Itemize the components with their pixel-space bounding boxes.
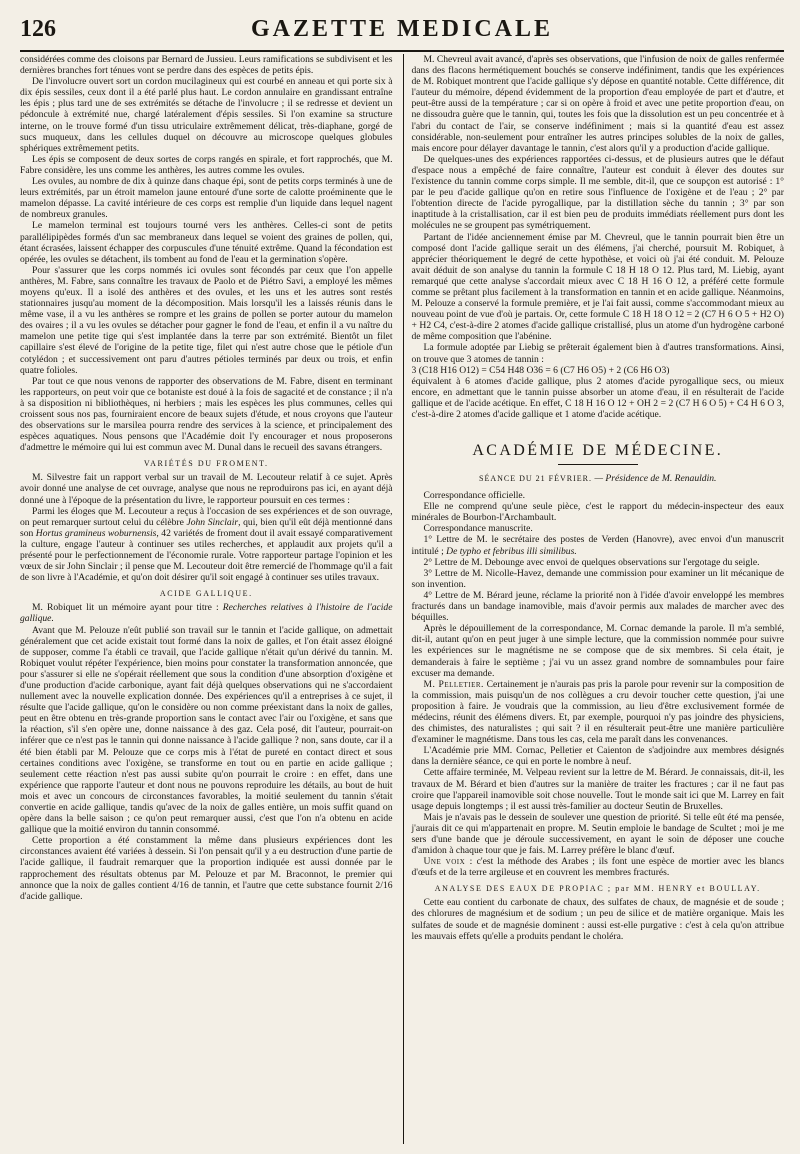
subheading: Correspondance officielle. <box>423 490 526 502</box>
page-header <box>20 10 784 50</box>
paragraph: Le mamelon terminal est toujours tourné vers les anthères. Celles-ci sont de petits parallélipipèdes formés d'un sac membraneux dans lequel se voient des graines de pollen, qui, étant écrasées, laissent échapper des corpuscules d'une ténuité extrême. Quand la fécondation est opérée, les ovules se détachent, ils tombent au fond de l'eau et la germination s'opère. <box>20 220 393 265</box>
paragraph <box>20 602 393 624</box>
paragraph: De l'involucre ouvert sort un cordon mucilagineux qui est courbé en anneau et qui porte six à dix épis sessiles, ceux dont il a été parlé plus haut. Le cordon annulaire en grandissant entraîne les épis ; plus tard une de ses extrémités se détache de l'involucre ; il se redresse et devient un pédoncule à extrémité nue, chargé latéralement d'épis sessiles. Si l'on examine sa structure interne, on le trouve formé d'un tissu utriculaire extrêmement délicat, très-diaphane, gorgé de sucs muqueux, dans les cellules duquel on découvre au microscope quelques globules sphériques extrêmement petits. <box>20 76 393 154</box>
text-run: c'est la méthode des Arabes ; ils font une espèce de mortier avec les blancs d'œufs et de la terre argileuse et en couvrent les membres fracturés. <box>411 856 784 879</box>
paragraph: considérées comme des cloisons par Bernard de Jussieu. Leurs ramifications se subdivisent et les dernières branches fort ténues vont se perdre dans des espèces de petits épis. <box>20 54 393 77</box>
paragraph: Cette affaire terminée, M. Velpeau revient sur la lettre de M. Bérard. Je connaissais, dit-il, les travaux de M. Bérard et bien d'autres sur la manière de traiter les fractures ; car il ne faut pas croire que l'appareil inamovible soit chose nouvelle. Tout le monde sait ici que M. Larrey en fait usage depuis longtemps ; il est aussi très-familier au docteur Seutin de Bruxelles. <box>411 767 784 812</box>
paragraph <box>20 506 393 584</box>
paragraph: équivalent à 6 atomes d'acide gallique, plus 2 atomes d'acide pyrogallique secs, ou mieux encore, en admettant que le tannin puisse absorber un atome d'eau, il en résulterait de l'acide gallique et de l'acide acétique. En effet, C 18 H 16 O 12 + OH 2 = 2 (C7 H 6 O 5) + C4 H 6 O 3, c'est-à-dire 2 atomes d'acide gallique et 1 atome d'acide acétique. <box>411 375 784 420</box>
header-rule <box>20 50 784 52</box>
two-column-body <box>20 54 784 1144</box>
text-run: Parmi les éloges que M. Lecouteur a reçus à l'occasion de ses expériences et de son ouvrage, on peut remarquer surtout celui du célèbre <box>20 505 393 528</box>
paragraph: Les épis se composent de deux sortes de corps rangés en spirale, et fort rapprochés, que M. Fabre considère, les uns comme les anthères, les autres comme les ovules. <box>20 153 393 176</box>
chemical-equation: 3 (C18 H16 O12) = C54 H48 O36 = 6 (C7 H6 O5) + 2 (C6 H6 O3) <box>411 364 670 376</box>
seance-presidence: — Présidence de M. Renauldin. <box>594 473 717 485</box>
paragraph: Pour s'assurer que les corps nommés ici ovules sont fécondés par ceux que l'on appelle anthères, M. Fabre, sans connaître les travaux de Paolo et de Piétro Savi, a employé les mêmes moyens qu'eux. Il a isolé des anthères et des ovules, et les uns et les autres sont restés stationnaires jusqu'au moment de la décomposition. Mais lorsqu'il les a laissés réunis dans le même vase, il a vu les anthères se rompre et les grains de pollen se porter autour du mamelon des ovaires ; il a vu les ovules se détacher pour gagner le fond de l'eau, et enfin il a vu naître du mamelon une petite tige qui s'est implantée dans la terre par son extrémité. Bientôt un filet capillaire s'est élevé de l'origine de la petite tige, filet qui n'est autre chose que le pétiole d'un cotylédon ; et successivement ont paru d'autres pétioles terminés par deux ou trois, et enfin quatre folioles. <box>20 264 393 376</box>
paragraph: 2° Lettre de M. Debounge avec envoi de quelques observations sur l'ergotage du seigle. <box>423 556 760 568</box>
paragraph: Partant de l'idée anciennement émise par M. Chevreul, que le tannin pourrait bien être un composé dont l'acide gallique serait un des élémens, j'ai cherché, poursuit M. Robiquet, à apprécier théoriquement le degré de cette hypothèse, et voici où j'ai été conduit. M. Pelouze avait déduit de son analyse du tannin la formule C 18 H 18 O 12. Plus tard, M. Liebig, ayant remarqué que cette analyse s'accordait mieux avec C 18 H 16 O 12, a préféré cette formule comme se prêtant plus facilement à la transformation en tannin et en acide gallique. Néanmoins, M. Pelouze a conservé la formule première, et je l'ai fait aussi, comme s'accommodant mieux au nouveau point de vue d'où je partais. Or, cette formule C 18 H 18 O 12 = 2 (C7 H 6 O 5 + H2 O) + H2 C4, c'est-à-dire 2 atomes d'acide gallique cristallisé, plus un atome d'un hydrogène carboné de même composition que l'abénine. <box>411 231 784 343</box>
paragraph <box>412 534 785 556</box>
paragraph: De quelques-unes des expériences rapportées ci-dessus, et de plusieurs autres que le défaut d'espace nous a empêché de faire connaître, l'auteur est conduit à élever des doutes sur l'existence du tannin comme corps simple. Il me semble, dit-il, que ce soupçon est autorisé : 1° par le peu d'acide gallique qu'on en retire sous l'influence de l'oxigène et de l'eau ; 2° par l'obtention directe de l'acide pyrogallique, par la distillation sèche du tannin ; 3° par son inaptitude à la cristallisation, car il est bien peu de produits immédiats réellement purs dont les molécules ne se groupent pas symétriquement. <box>411 153 784 232</box>
paragraph: Cette eau contient du carbonate de chaux, des sulfates de chaux, de magnésie et de soude ; des chlorures de magnésium et de sodium ; un peu de silice et de matière organique. Mais les sulfates de soude et de magnésie dominent : aussi est-elle purgative : c'est à cela qu'on attribue les mauvais effets qu'elle a produits pendant le choléra. <box>411 897 784 942</box>
paragraph: Avant que M. Pelouze n'eût publié son travail sur le tannin et l'acide gallique, on admettait généralement que cet acide existait tout formé dans la noix de galles, et l'on était assez éloigné de supposer, comme l'a établi ce travail, que l'acide gallique n'était qu'un dérivé du tannin. M. Robiquet voulut répéter l'expérience, bien moins pour constater la transformation annoncée, que pour s'assurer si elle ne s'opérait réellement que sous la condition d'une absorption d'oxigène et d'une production d'acide carbonique, ayant fait déjà quelques observations qui ne s'accordaient nullement avec la nouvelle explication donnée. Des expériences qu'il a entreprises à ce sujet, il résulte que l'acide gallique, qu'on le considère ou non comme préexistant dans la noix de galles, peut en être obtenu en très-grande proportion sans le contact avec l'air ou l'oxigène, et sans que la réaction, s'il s'en opère une, donne naissance à des gaz. Cela posé, dit l'auteur, pourrait-on inférer que ce n'est pas le tannin qui donne naissance à l'acide gallique ? non, sans doute, car il a été bien établi par M. Pelouze que ce corps mis à l'état de pureté en contact direct et sous certaines conditions avec l'oxigène, se transforme en tout ou en partie en acide gallique ; seulement cette réaction n'est pas aussi subite qu'on pourrait le croire : en effet, dans une expérience que rapporte l'auteur et dont nous ne pouvons reproduire les détails, au bout de huit mois et avec un concours de circonstances favorables, la moitié seulement du tannin s'était convertie en acide gallique, tandis qu'avec de la noix de galles entière, un mois suffit quand on opère dans la belle saison ; ce qu'on peut remarquer aussi, c'est que l'on n'a obtenu en acide gallique que la moitié environ du tannin consommé. <box>20 624 393 836</box>
paragraph: Mais je n'avais pas le dessein de soulever une question de priorité. Si telle eût été ma pensée, j'aurais dit ce qui m'appartenait en propre. M. Seutin emploie le bandage de Scultet ; moi je me sers d'une bande que je déroule successivement, en ayant le soin de déposer une couche d'amidon à chaque tour que je fais. M. Larrey préfère le blanc d'œuf. <box>411 811 784 857</box>
paragraph: L'Académie prie MM. Cornac, Pelletier et Caienton de s'adjoindre aux membres désignés dans la dernière séance, ce qui en porte le nombre à neuf. <box>411 745 784 768</box>
italic-text: John Sinclair <box>186 516 239 528</box>
paragraph: M. Silvestre fait un rapport verbal sur un travail de M. Lecouteur relatif à ce sujet. Après avoir donné une analyse de cet ouvrage, analyse que nous ne reproduirons pas ici, en ayant déjà donné une à l'époque de la présentation du livre, le rapporteur poursuit en ces termes : <box>20 472 393 506</box>
section-heading-academie: ACADÉMIE DE MÉDECINE. <box>472 442 724 460</box>
paragraph: Après le dépouillement de la correspondance, M. Cornac demande la parole. Il m'a semblé, dit-il, autant qu'on en peut juger à une simple lecture, que la commission nommée pour suivre les expériences sur le magnétisme ne se compose que de six membres. Si cela était, je demanderais à faire le septième ; j'ai vu un assez grand nombre de somnambules pour faire excuser ma demande. <box>411 623 784 679</box>
heading-rule <box>558 464 638 465</box>
section-heading-varietes: VARIÉTÉS DU FROMENT. <box>143 459 269 469</box>
text-run: Certainement je n'aurais pas pris la parole pour revenir sur la composition de la commission, mais puisqu'un de nos collègues a cru devoir toucher cette question, j'ai une proposition à faire. Je voudrais que la commission, au lieu d'être exclusivement formée de médecins, réunit des élémens divers. Et, par exemple, pourquoi n'y pas joindre des physiciens, des chimistes, des naturalistes ; qui sait ? il en résulterait peut-être une manière particulière d'examiner le magnétisme. Dans tous les cas, cela me paraît dans les convenances. <box>411 678 784 746</box>
paragraph: 4° Lettre de M. Bérard jeune, réclame la priorité non à l'idée d'avoir enveloppé les membres fracturés dans un bandage inamovible, mais d'avoir permis aux malades de marcher avec des béquilles. <box>411 589 784 624</box>
paragraph <box>412 856 785 878</box>
text-run: , qui, bien qu'il eût déjà mentionné dans son <box>20 516 393 539</box>
paragraph: Par tout ce que nous venons de rapporter des observations de M. Fabre, disent en terminant les rapporteurs, on peut voir que ce botaniste est doué à la fois de sagacité et de constance ; il n'a à sa disposition ni bibliothèques, ni herbiers ; mais les espèces les plus communes, celles qui croissent sous nos pas, fourniraient encore de beaux sujets d'étude, et nous croyons que l'auteur des observations sur le marsilea pourra rendre des services à la science, et principalement des espèces aquatiques. Nous pensons que l'Académie doit l'y encourager et nous proposerons d'admettre le mémoire qui lui est commun avec M. Dunal dans le recueil des savans étrangers. <box>20 375 393 454</box>
section-heading-analyse: ANALYSE DES EAUX DE PROPIAC ; par MM. HENRY et BOULLAY. <box>434 884 761 894</box>
journal-title: GAZETTE MEDICALE <box>250 16 554 42</box>
seance-line <box>412 473 785 484</box>
speaker-name: Une voix : <box>423 856 473 868</box>
text-run: M. Robiquet lit un mémoire ayant pour titre : <box>32 602 223 614</box>
paragraph: 3° Lettre de M. Nicolle-Havez, demande une commission pour examiner un lit mécanique de son invention. <box>411 567 784 590</box>
paragraph: Cette proportion a été constamment la même dans plusieurs expériences dont les circonstances avaient été variées à dessein. Si l'on pensait qu'il y a eu destruction d'une partie de l'acide gallique, il faudrait remarquer que la proportion indiquée est aussi donnée par le rapprochement des résultats obtenus par M. Pelouze et par M. Braconnot, le premier qui annonce que la noix de galles contient 4/16 de tannin, et l'autre que cette substance fournit 2/16 d'acide gallique. <box>20 835 393 902</box>
text-run: , 42 variétés de froment dout il avait essayé comparativement la culture, engage l'auteur à continuer ses utiles recherches, et applaudit aux projets qu'il a présenté pour le perfectionnement de l'économie rurale. Votre rapporteur partage l'opinion et les vœux de sir John Sinclair ; il pense que M. Lecouteur doit être remercié de l'hommage qu'il a fait de son livre à l'Académie, et qu'on doit désirer qu'il soit engagé à continuer ses utiles travaux. <box>20 527 393 584</box>
page-number: 126 <box>20 16 56 42</box>
speaker-name: M. Pelletier. <box>423 678 484 690</box>
seance-date: SÉANCE DU 21 FÉVRIER. <box>479 474 593 484</box>
paragraph: La formule adoptée par Liebig se prêterait également bien à d'autres transformations. Ainsi, on trouve que 3 atomes de tannin : <box>411 342 784 365</box>
section-heading-acide-gallique: ACIDE GALLIQUE. <box>159 589 253 599</box>
italic-text: De typho et febribus illi similibus. <box>446 545 577 557</box>
right-column <box>403 54 785 1144</box>
left-column <box>20 54 393 1144</box>
italic-text: Hortus gramineus woburnensis <box>35 527 157 539</box>
text-run: 1° Lettre de M. le secrétaire des postes de Verden (Hanovre), avec envoi d'un manuscrit intitulé ; <box>411 534 784 557</box>
italic-text: Recherches relatives à l'histoire de l'acide gallique. <box>20 602 393 625</box>
paragraph: M. Chevreul avait avancé, d'après ses observations, que l'infusion de noix de galles renfermée dans des flacons hermétiquement bouchés se conserve indéfiniment, tandis que les expériences de M. Robiquet montrent que l'acide gallique s'y dépose en quantité notable. Cette différence, dit l'auteur du mémoire, dépend évidemment de la proportion d'eau employée de part et d'autre, et peut-être aussi de la température ; car si on opère à froid et avec une petite proportion d'eau, on ne dissoudra guère que le tannin, qui, toutes les fois que la dissolution est un peu concentrée et à l'abri du contact de l'air, se conserve indéfiniment ; mais si la quantité d'eau est assez considérable, non-seulement pour entraîner les autres principes solubles de la noix de galles, mais encore pour délayer davantage le tannin, c'est alors qu'il y a production d'acide gallique. <box>411 54 784 154</box>
paragraph <box>412 679 785 746</box>
paragraph: Elle ne comprend qu'une seule pièce, c'est le rapport du médecin-inspecteur des eaux minérales de Bourbon-l'Archambault. <box>411 501 784 524</box>
subheading: Correspondance manuscrite. <box>423 523 533 535</box>
paragraph: Les ovules, au nombre de dix à quinze dans chaque épi, sont de petits corps terminés à une de leurs extrémités, par un étroit mamelon jaune entouré d'une sorte de calotte proéminente que le mamelon dépasse. La cavité intérieure de ces corps est remplie d'un liquide dans lequel nagent de nombreux granules. <box>20 176 393 221</box>
